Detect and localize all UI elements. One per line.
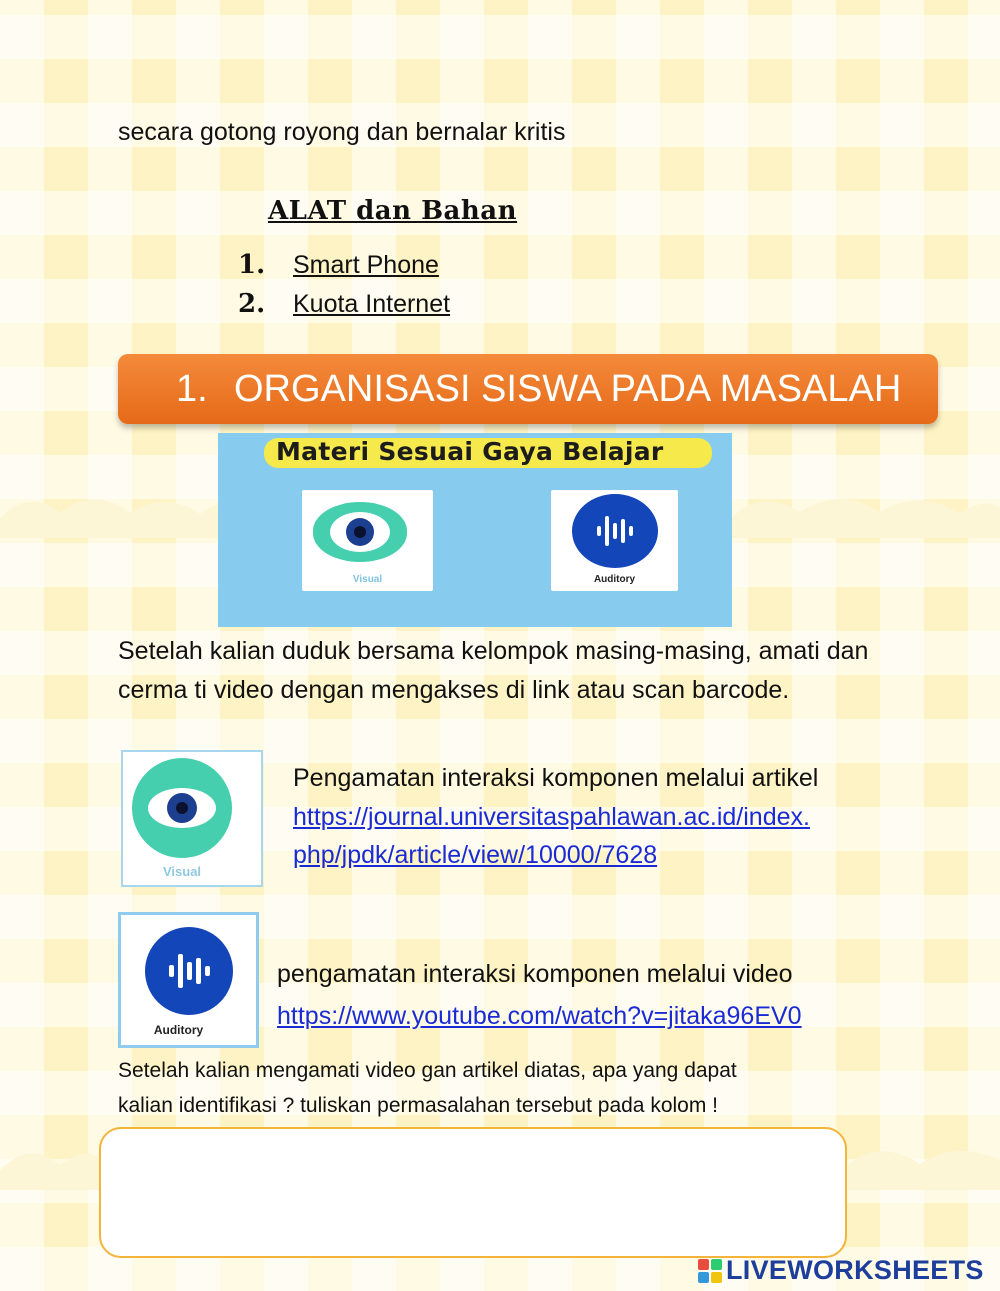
eye-icon (132, 758, 232, 858)
intro-line: secara gotong royong dan bernalar kritis (118, 118, 566, 146)
visual-label: Visual (162, 864, 202, 879)
brand-logo-icon (698, 1259, 722, 1283)
liveworksheets-brand (698, 1255, 984, 1286)
alat-item-number: 2. (238, 289, 266, 319)
alat-item-number: 1. (238, 250, 266, 280)
video-link[interactable]: https://www.youtube.com/watch?v=jitaka96EV0 (277, 1002, 802, 1030)
auditory-label: Auditory (153, 1023, 204, 1037)
alat-item-text: Kuota Internet (293, 290, 451, 318)
section-banner (118, 354, 938, 424)
audio-wave-icon (572, 494, 658, 568)
visual-label: Visual (352, 574, 383, 585)
auditory-card (551, 490, 678, 591)
audio-wave-icon (145, 927, 233, 1015)
resource-title: Pengamatan interaksi komponen melalui artikel (293, 764, 819, 792)
instructions-text: Setelah kalian duduk bersama kelompok masing-masing, amati dan cerma ti video dengan mengakses di link atau scan barcode. (118, 637, 869, 704)
brand-name: LIVEWORKSHEETS (726, 1255, 984, 1285)
materi-title: Materi Sesuai Gaya Belajar (276, 437, 664, 466)
article-link[interactable]: https://journal.universitaspahlawan.ac.id/index. (293, 803, 810, 831)
auditory-thumbnail (118, 912, 259, 1048)
alat-item-text: Smart Phone (293, 251, 439, 279)
banner-number: 1. (176, 368, 208, 410)
alat-item (238, 250, 439, 280)
eye-icon (313, 502, 407, 562)
question-line: Setelah kalian mengamati video gan artikel diatas, apa yang dapat (118, 1059, 737, 1082)
visual-card (302, 490, 433, 591)
materi-panel (218, 433, 732, 627)
auditory-label: Auditory (593, 574, 636, 585)
answer-input[interactable] (99, 1127, 847, 1258)
visual-thumbnail (121, 750, 263, 887)
article-link[interactable]: php/jpdk/article/view/10000/7628 (293, 841, 658, 869)
banner-title: ORGANISASI SISWA PADA MASALAH (234, 368, 902, 410)
alat-item (238, 289, 450, 319)
alat-title: ALAT dan Bahan (268, 196, 518, 226)
question-line: kalian identifikasi ? tuliskan permasalahan tersebut pada kolom ! (118, 1094, 719, 1117)
question-text (118, 1053, 878, 1123)
resource-title: pengamatan interaksi komponen melalui video (277, 960, 793, 988)
